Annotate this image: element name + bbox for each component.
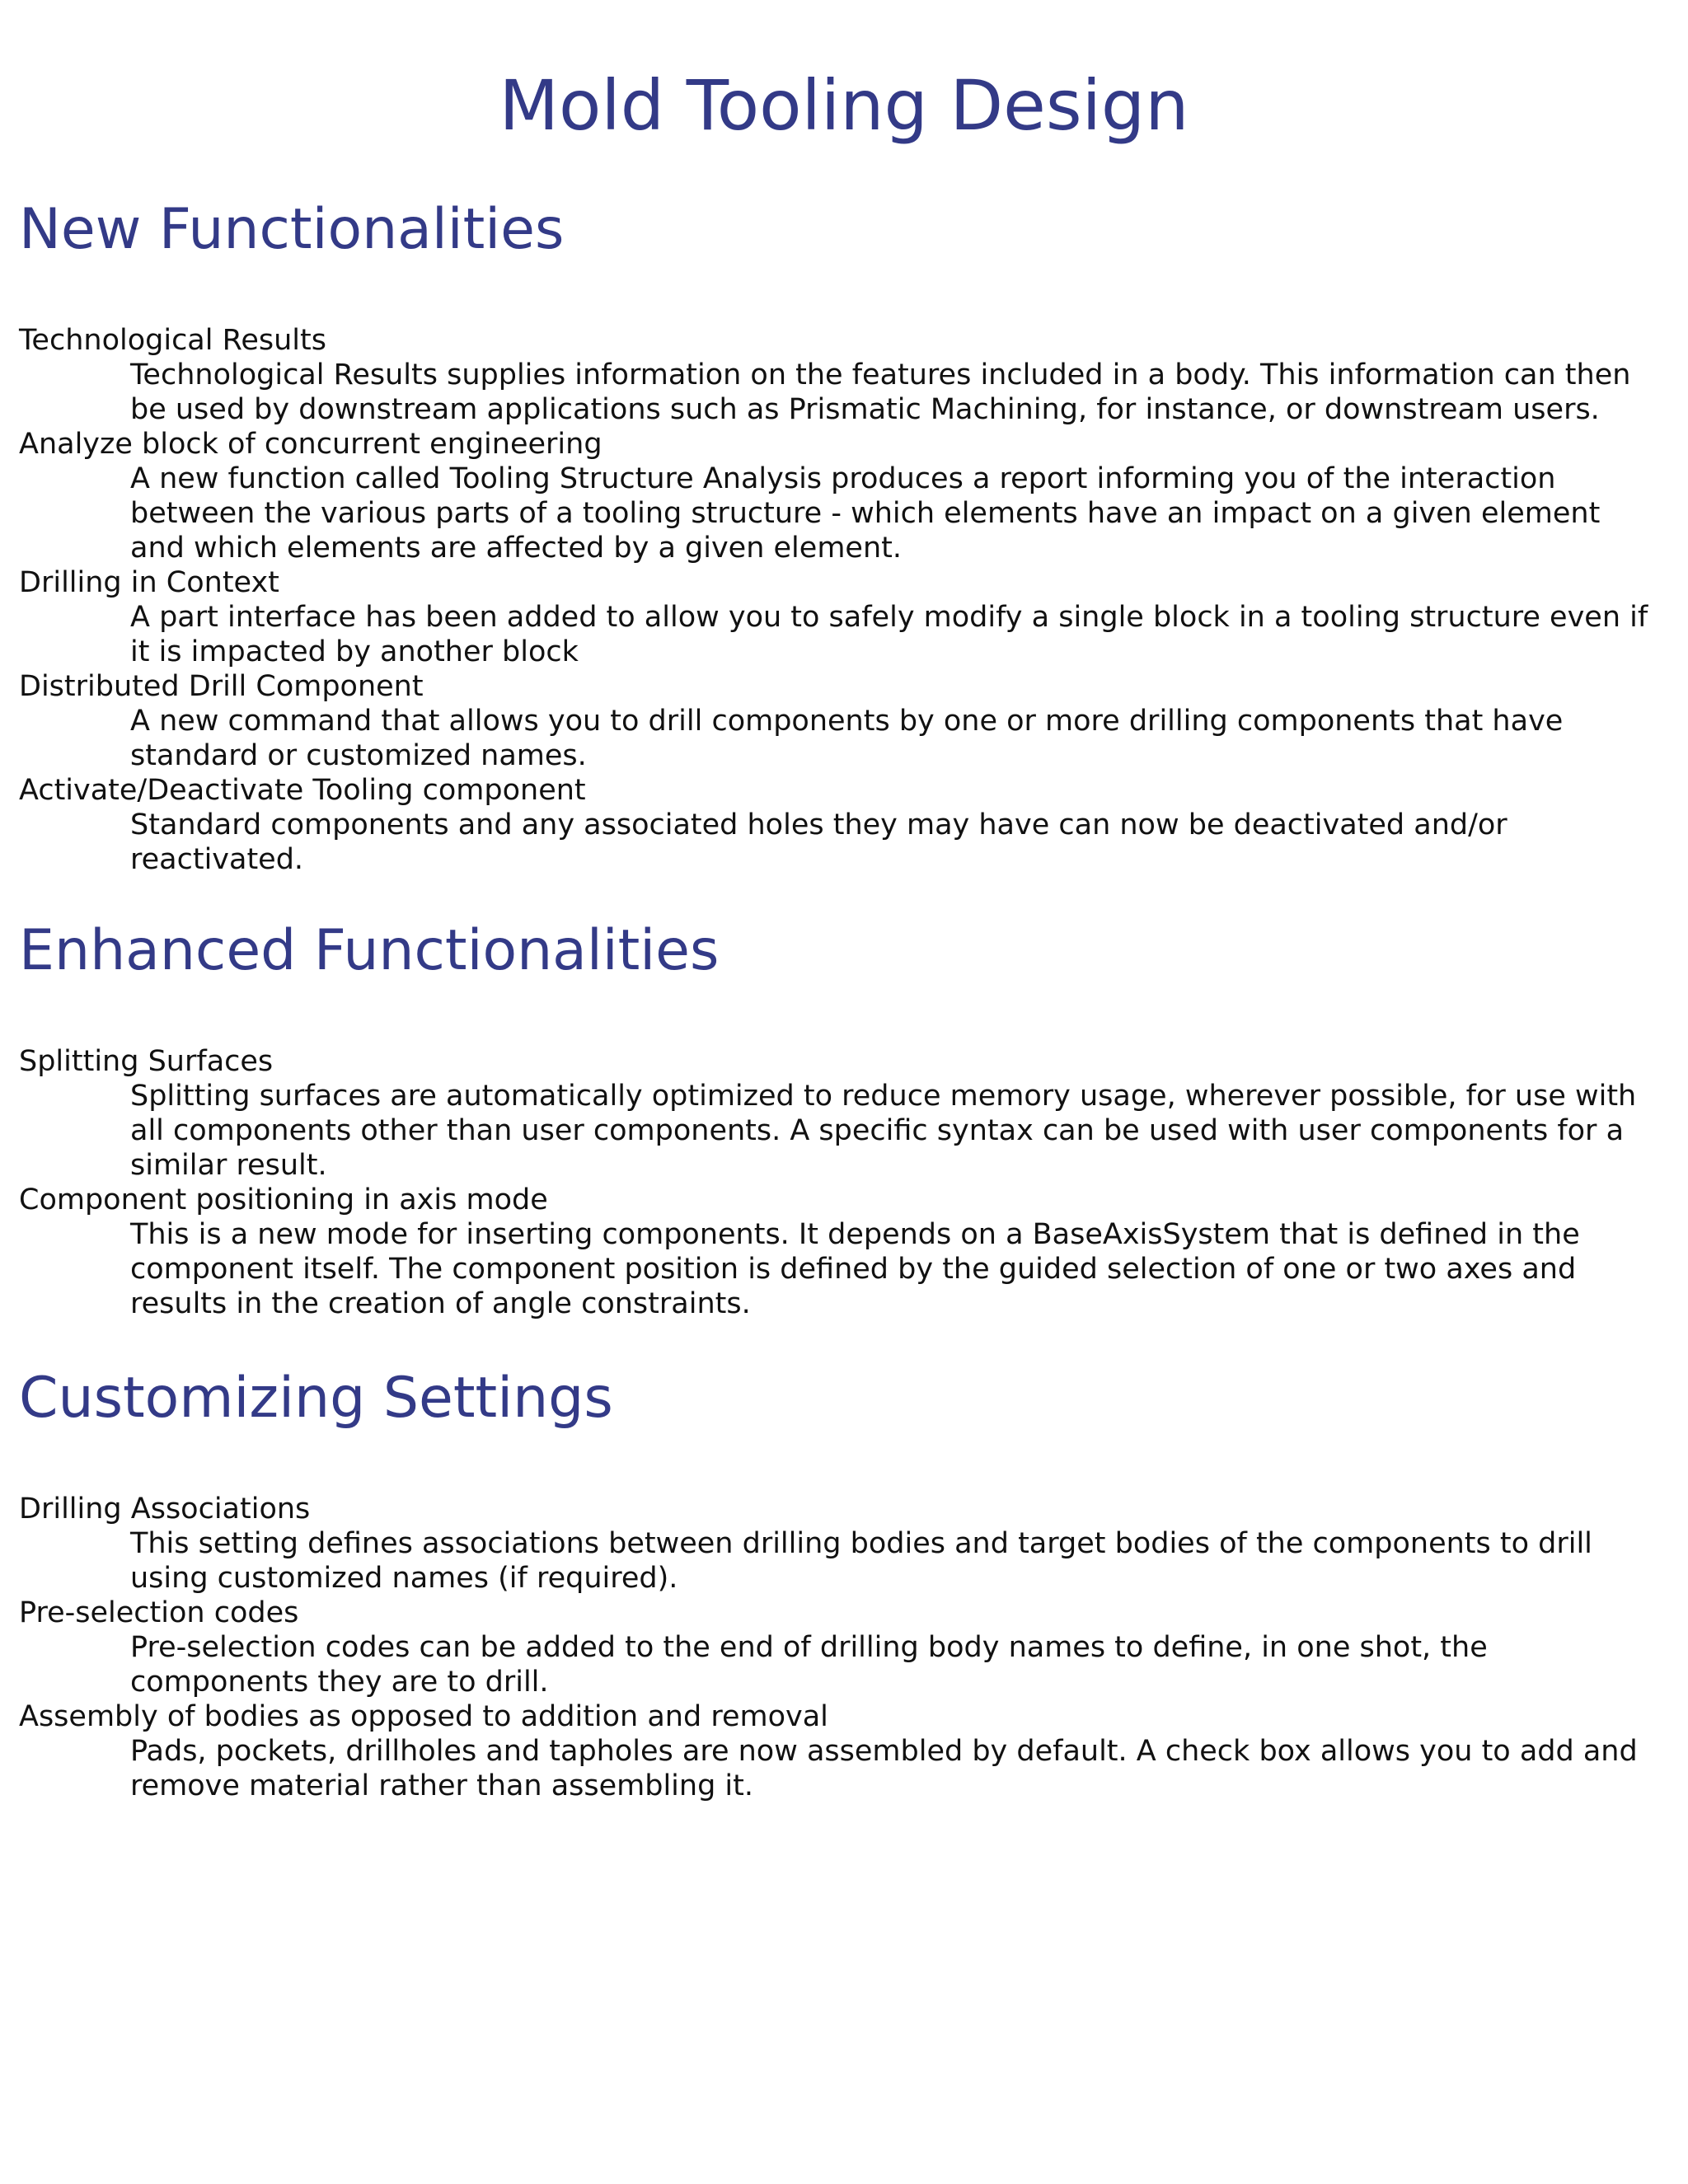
definition-list — [19, 1044, 1667, 1321]
term: Component positioning in axis mode — [19, 1183, 548, 1216]
term: Technological Results — [19, 324, 326, 357]
description-line: all components other than user components. A specific syntax can be used with user components for a — [130, 1114, 1625, 1147]
term: Assembly of bodies as opposed to addition and removal — [19, 1700, 828, 1733]
description-line: and which elements are affected by a given element. — [130, 532, 902, 565]
description-line: A new command that allows you to drill components by one or more drilling components that have — [130, 705, 1564, 738]
description-line: Standard components and any associated holes they may have can now be deactivated and/or — [130, 808, 1507, 841]
description-line: reactivated. — [130, 843, 304, 876]
term: Distributed Drill Component — [19, 670, 424, 703]
description-line: between the various parts of a tooling structure - which elements have an impact on a given element — [130, 497, 1601, 530]
term: Analyze block of concurrent engineering — [19, 428, 603, 461]
description-line: This is a new mode for inserting components. It depends on a BaseAxisSystem that is defined in the — [130, 1218, 1580, 1251]
description-line: similar result. — [130, 1149, 327, 1182]
section-heading: New Functionalities — [19, 197, 565, 262]
description-line: This setting defines associations between drilling bodies and target bodies of the components to drill — [130, 1527, 1592, 1560]
description-line: components they are to drill. — [130, 1666, 549, 1699]
section-heading: Customizing Settings — [19, 1366, 613, 1431]
definition-list — [19, 323, 1667, 877]
page-title: Mold Tooling Design — [499, 65, 1189, 146]
description-line: Splitting surfaces are automatically optimized to reduce memory usage, wherever possible, for use with — [130, 1080, 1637, 1113]
term: Activate/Deactivate Tooling component — [19, 774, 586, 807]
description-line: Pads, pockets, drillholes and tapholes are now assembled by default. A check box allows you to add and — [130, 1735, 1638, 1768]
description-line: A part interface has been added to allow you to safely modify a single block in a tooling structure even if — [130, 601, 1648, 634]
description-line: remove material rather than assembling it. — [130, 1769, 754, 1802]
section-new-functionalities — [19, 195, 1667, 877]
term: Drilling Associations — [19, 1493, 311, 1526]
description-line: using customized names (if required). — [130, 1562, 678, 1595]
definition-list — [19, 1492, 1667, 1803]
term: Drilling in Context — [19, 566, 279, 599]
term: Pre-selection codes — [19, 1596, 299, 1629]
term: Splitting Surfaces — [19, 1045, 274, 1078]
section-heading: Enhanced Functionalities — [19, 918, 720, 983]
section-enhanced-functionalities — [19, 916, 1667, 1321]
description-line: component itself. The component position is defined by the guided selection of one or two axes and — [130, 1253, 1577, 1286]
description-line: results in the creation of angle constraints. — [130, 1287, 751, 1320]
description-line: be used by downstream applications such as Prismatic Machining, for instance, or downstream users. — [130, 393, 1600, 426]
description-line: standard or customized names. — [130, 739, 587, 772]
description-line: it is impacted by another block — [130, 635, 579, 668]
description-line: A new function called Tooling Structure Analysis produces a report informing you of the interaction — [130, 462, 1556, 495]
description-line: Technological Results supplies information on the features included in a body. This information can then — [130, 359, 1631, 391]
section-customizing-settings — [19, 1364, 1667, 1803]
description-line: Pre-selection codes can be added to the end of drilling body names to define, in one shot, the — [130, 1631, 1488, 1664]
